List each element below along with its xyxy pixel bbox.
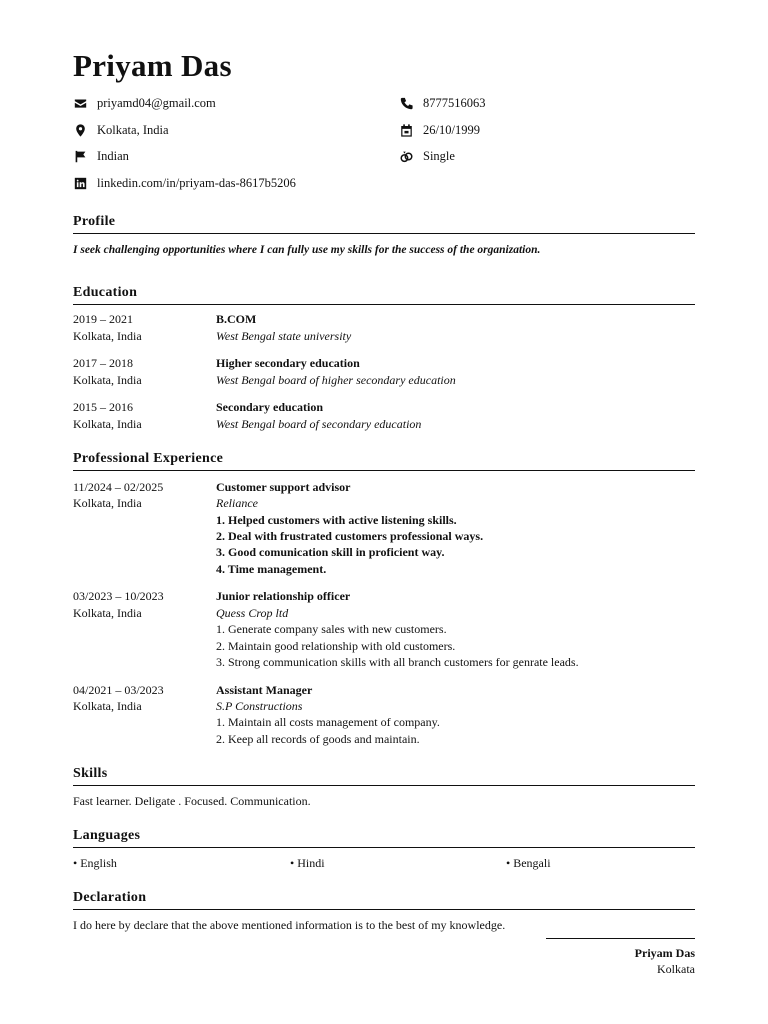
- linkedin-link[interactable]: linkedin.com/in/priyam-das-8617b5206: [97, 176, 296, 190]
- exp-place: Kolkata, India: [73, 606, 142, 620]
- exp-point: 3. Good comunication skill in proficient way.: [216, 545, 445, 559]
- language-item: • English: [73, 856, 117, 870]
- exp-title: Assistant Manager: [216, 683, 313, 697]
- exp-company: Quess Crop ltd: [216, 606, 289, 620]
- edu-degree: Secondary education: [216, 400, 324, 414]
- contact-marital: [399, 149, 455, 164]
- flag-icon: [73, 150, 87, 164]
- contact-linkedin[interactable]: [73, 176, 296, 191]
- edu-dates: 2017 – 2018: [73, 356, 133, 370]
- exp-title: Junior relationship officer: [216, 589, 351, 603]
- envelope-icon: [73, 97, 87, 111]
- signature-place: Kolkata: [657, 962, 695, 976]
- edu-institution: West Bengal board of higher secondary education: [216, 373, 456, 387]
- nationality-text: Indian: [97, 149, 129, 163]
- phone-text: 8777516063: [423, 96, 486, 110]
- language-name: Bengali: [513, 856, 551, 870]
- exp-point: 2. Keep all records of goods and maintain.: [216, 732, 420, 746]
- candidate-name: Priyam Das: [73, 48, 232, 83]
- section-title-declaration: Declaration: [73, 890, 147, 905]
- email-text: priyamd04@gmail.com: [97, 96, 216, 110]
- contact-location: [73, 123, 169, 138]
- contact-nationality: [73, 149, 129, 164]
- declaration-text: I do here by declare that the above mentioned information is to the best of my knowledge.: [73, 918, 506, 932]
- edu-dates: 2019 – 2021: [73, 312, 133, 326]
- section-divider: [73, 470, 695, 471]
- signature-line: [546, 938, 695, 939]
- exp-place: Kolkata, India: [73, 496, 142, 510]
- linkedin-icon: [73, 177, 87, 191]
- profile-text: I seek challenging opportunities where I can fully use my skills for the success of the organization.: [73, 244, 541, 256]
- edu-place: Kolkata, India: [73, 373, 142, 387]
- exp-point: 2. Maintain good relationship with old customers.: [216, 639, 456, 653]
- exp-company: Reliance: [216, 496, 258, 510]
- section-title-skills: Skills: [73, 766, 108, 781]
- section-divider: [73, 909, 695, 910]
- exp-point: 4. Time management.: [216, 562, 327, 576]
- exp-point: 1. Helped customers with active listening skills.: [216, 513, 457, 527]
- language-name: English: [80, 856, 117, 870]
- section-divider: [73, 785, 695, 786]
- exp-point: 1. Generate company sales with new customers.: [216, 622, 447, 636]
- exp-place: Kolkata, India: [73, 699, 142, 713]
- edu-degree: Higher secondary education: [216, 356, 360, 370]
- signature-name: Priyam Das: [634, 946, 695, 960]
- exp-point: 1. Maintain all costs management of company.: [216, 715, 440, 729]
- exp-company: S.P Constructions: [216, 699, 303, 713]
- edu-degree: B.COM: [216, 312, 257, 326]
- location-text: Kolkata, India: [97, 123, 169, 137]
- edu-place: Kolkata, India: [73, 329, 142, 343]
- exp-title: Customer support advisor: [216, 480, 351, 494]
- contact-email: [73, 96, 216, 111]
- exp-dates: 11/2024 – 02/2025: [73, 480, 164, 494]
- section-divider: [73, 233, 695, 234]
- phone-icon: [399, 97, 413, 111]
- edu-place: Kolkata, India: [73, 417, 142, 431]
- contact-phone: [399, 96, 486, 111]
- language-name: Hindi: [297, 856, 325, 870]
- section-title-education: Education: [73, 285, 138, 300]
- language-item: • Bengali: [506, 856, 551, 870]
- calendar-icon: [399, 124, 413, 138]
- section-title-languages: Languages: [73, 828, 141, 843]
- exp-point: 2. Deal with frustrated customers professional ways.: [216, 529, 484, 543]
- marital-text: Single: [423, 149, 455, 163]
- exp-dates: 04/2021 – 03/2023: [73, 683, 164, 697]
- edu-institution: West Bengal state university: [216, 329, 352, 343]
- contact-dob: [399, 123, 480, 138]
- location-pin-icon: [73, 124, 87, 138]
- skills-text: Fast learner. Deligate . Focused. Communication.: [73, 794, 311, 808]
- rings-icon: [399, 150, 413, 164]
- section-title-profile: Profile: [73, 214, 116, 229]
- section-divider: [73, 304, 695, 305]
- section-title-experience: Professional Experience: [73, 451, 224, 466]
- dob-text: 26/10/1999: [423, 123, 480, 137]
- edu-institution: West Bengal board of secondary education: [216, 417, 422, 431]
- section-divider: [73, 847, 695, 848]
- exp-point: 3. Strong communication skills with all branch customers for genrate leads.: [216, 655, 579, 669]
- exp-dates: 03/2023 – 10/2023: [73, 589, 164, 603]
- language-item: • Hindi: [290, 856, 325, 870]
- edu-dates: 2015 – 2016: [73, 400, 133, 414]
